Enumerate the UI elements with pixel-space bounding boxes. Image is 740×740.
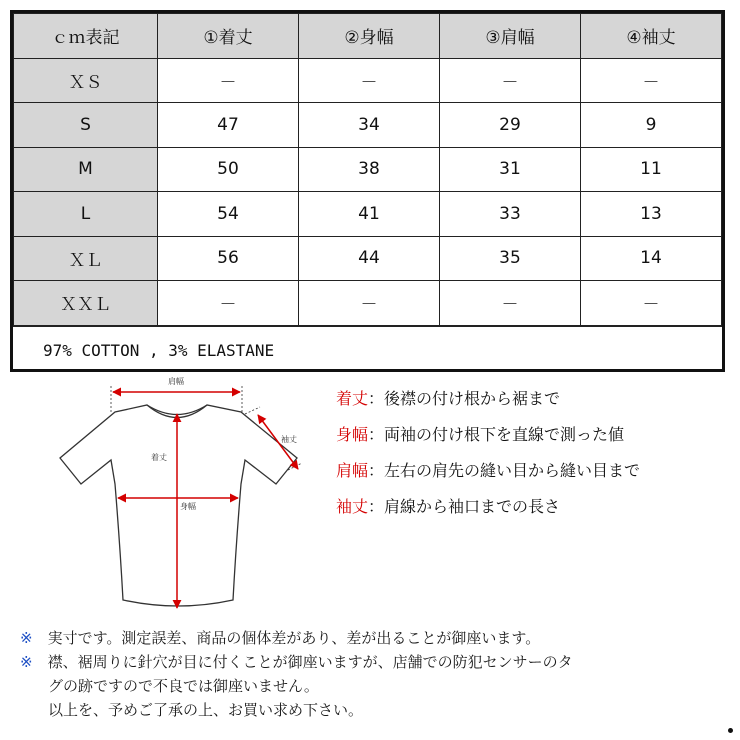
note-text: 実寸です。測定誤差、商品の個体差があり、差が出ることが御座います。: [47, 629, 541, 647]
table-cell: 33: [440, 192, 581, 237]
tshirt-diagram: [55, 372, 315, 617]
legend-term: 身幅: [336, 425, 369, 444]
table-cell: 34: [299, 103, 440, 148]
row-size-label: S: [14, 103, 158, 148]
table-row: [14, 103, 722, 148]
note-line: [20, 698, 573, 722]
table-cell: －: [299, 281, 440, 326]
size-grid: [13, 13, 722, 326]
table-cell: 14: [581, 236, 722, 281]
note-line: [20, 650, 573, 674]
table-header-row: [14, 14, 722, 59]
corner-dot: [728, 728, 733, 733]
note-mark: ※: [20, 629, 33, 647]
header-sleeve: ④袖丈: [581, 14, 722, 59]
legend-term: 着丈: [336, 389, 369, 408]
header-length: ①着丈: [158, 14, 299, 59]
length-label: 着丈: [151, 453, 167, 462]
table-cell: 44: [299, 236, 440, 281]
table-cell: 50: [158, 147, 299, 192]
table-cell: 31: [440, 147, 581, 192]
note-line: [20, 626, 573, 650]
table-cell: －: [581, 281, 722, 326]
header-shoulder: ③肩幅: [440, 14, 581, 59]
shoulder-width-label: 肩幅: [168, 377, 184, 386]
material-composition: 97% COTTON , 3% ELASTANE: [13, 326, 722, 373]
legend-item: [336, 386, 640, 422]
note-text: グの跡ですので不良では御座いません。: [48, 677, 319, 695]
row-size-label: L: [14, 192, 158, 237]
tshirt-outline: [60, 405, 297, 606]
legend-desc: ：肩線から袖口までの長さ: [368, 497, 561, 516]
table-cell: 13: [581, 192, 722, 237]
table-cell: －: [581, 58, 722, 103]
legend-item: [336, 494, 640, 530]
table-row: [14, 192, 722, 237]
body-width-label: 身幅: [180, 502, 196, 511]
legend-item: [336, 422, 640, 458]
table-cell: 35: [440, 236, 581, 281]
legend-desc: ：後襟の付け根から裾まで: [368, 389, 561, 408]
note-text: 以上を、予めご了承の上、お買い求め下さい。: [48, 701, 364, 719]
legend-desc: ：両袖の付け根下を直線で測った値: [368, 425, 625, 444]
notes-section: [20, 626, 573, 722]
table-cell: －: [158, 281, 299, 326]
size-table: [10, 10, 725, 372]
table-cell: 54: [158, 192, 299, 237]
note-text: 襟、裾周りに針穴が目に付くことが御座いますが、店舗での防犯センサーのタ: [47, 653, 573, 671]
table-row: [14, 281, 722, 326]
table-cell: －: [299, 58, 440, 103]
row-size-label: M: [14, 147, 158, 192]
legend-desc: ：左右の肩先の縫い目から縫い目まで: [368, 461, 641, 480]
table-row: [14, 58, 722, 103]
table-cell: 47: [158, 103, 299, 148]
sleeve-length-label: 袖丈: [281, 435, 297, 444]
table-cell: 9: [581, 103, 722, 148]
row-size-label: ＸＳ: [14, 58, 158, 103]
table-cell: 38: [299, 147, 440, 192]
table-cell: 11: [581, 147, 722, 192]
table-cell: －: [440, 58, 581, 103]
legend-term: 肩幅: [336, 461, 369, 480]
legend-term: 袖丈: [336, 497, 369, 516]
table-cell: －: [440, 281, 581, 326]
row-size-label: ＸＸＬ: [14, 281, 158, 326]
table-cell: －: [158, 58, 299, 103]
measurement-legend: [336, 386, 640, 530]
table-row: [14, 236, 722, 281]
table-cell: 41: [299, 192, 440, 237]
header-size: ｃｍ表記: [14, 14, 158, 59]
sleeve-guide-top: [245, 407, 260, 414]
legend-item: [336, 458, 640, 494]
row-size-label: ＸＬ: [14, 236, 158, 281]
table-cell: 29: [440, 103, 581, 148]
note-mark: ※: [20, 653, 33, 671]
table-row: [14, 147, 722, 192]
note-line: [20, 674, 573, 698]
table-cell: 56: [158, 236, 299, 281]
header-width: ②身幅: [299, 14, 440, 59]
